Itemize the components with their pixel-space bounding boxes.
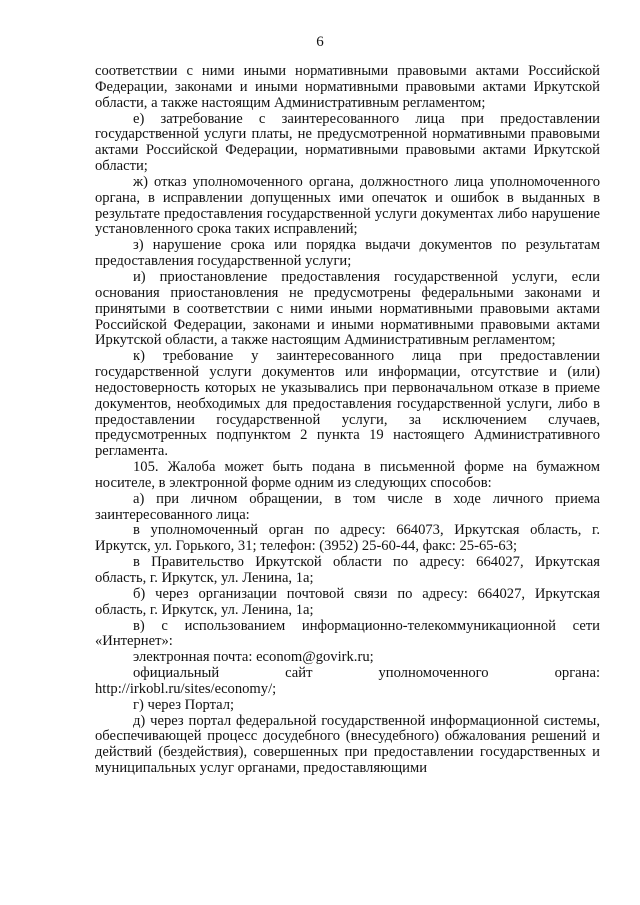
paragraph-item-k: к) требование у заинтересованного лица при предоставлении государственной услуги документов или информации, отсутствие и (или) недостоверность которых не указывались при первоначальном отказе в приеме документов, необходимых для предоставления государственной услуги, либо в предоставлении государственной услуги, за исключением случаев, предусмотренных подпунктом 2 пункта 19 настоящего Административного регламента. xyxy=(95,348,600,460)
paragraph-item-z: з) нарушение срока или порядка выдачи документов по результатам предоставления государственной услуги; xyxy=(95,237,600,270)
paragraph-item-i: и) приостановление предоставления государственной услуги, если основания приостановления не предусмотрены федеральными законами и принятыми в соответствии с ними иными нормативными правовыми актами Российской Федерации, законами и иными нормативными правовыми актами Иркутской области, а также настоящим Административным регламентом; xyxy=(95,268,600,349)
paragraph-email: электронная почта: econom@govirk.ru; xyxy=(133,649,374,666)
paragraph-website-label: официальный сайт уполномоченного органа: xyxy=(133,665,600,682)
paragraph-item-v: в) с использованием информационно-телекоммуникационной сети «Интернет»: xyxy=(95,617,600,650)
paragraph-item-a: а) при личном обращении, в том числе в ходе личного приема заинтересованного лица: xyxy=(95,490,600,523)
paragraph-item-d: д) через портал федеральной государственной информационной системы, обеспечивающей процесс досудебного (внесудебного) обжалования решений и действий (бездействия), совершенных при предоставлении государственных и муниципальных услуг органами, предоставляющими xyxy=(95,712,600,777)
paragraph-item-e: е) затребование с заинтересованного лица при предоставлении государственной услуги платы, не предусмотренной нормативными правовыми актами Российской Федерации, нормативными правовыми актами Иркутской области; xyxy=(95,110,600,175)
paragraph-address-authority: в уполномоченный орган по адресу: 664073, Иркутская область, г. Иркутск, ул. Горького, 31; телефон: (3952) 25-60-44, факс: 25-65-63; xyxy=(95,522,600,555)
page-number: 6 xyxy=(316,34,324,50)
paragraph-continuation: соответствии с ними иными нормативными правовыми актами Российской Федерации, законами и иными нормативными правовыми актами Иркутской области, а также настоящим Административным регламентом; xyxy=(95,63,600,111)
paragraph-item-g: г) через Портал; xyxy=(133,696,235,713)
paragraph-address-government: в Правительство Иркутской области по адресу: 664027, Иркутская область, г. Иркутск, ул. Ленина, 1а; xyxy=(95,554,600,586)
document-body xyxy=(95,64,600,777)
paragraph-website-url: http://irkobl.ru/sites/economy/; xyxy=(95,680,277,697)
paragraph-item-b: б) через организации почтовой связи по адресу: 664027, Иркутская область, г. Иркутск, ул. Ленина, 1а; xyxy=(95,585,600,618)
paragraph-item-zh: ж) отказ уполномоченного органа, должностного лица уполномоченного органа, в исправлении допущенных ими опечаток и ошибок в выданных в результате предоставления государственной услуги документах либо нарушение установленного срока таких исправлений; xyxy=(95,173,600,238)
paragraph-105: 105. Жалоба может быть подана в письменной форме на бумажном носителе, в электронной форме одним из следующих способов: xyxy=(95,459,600,491)
